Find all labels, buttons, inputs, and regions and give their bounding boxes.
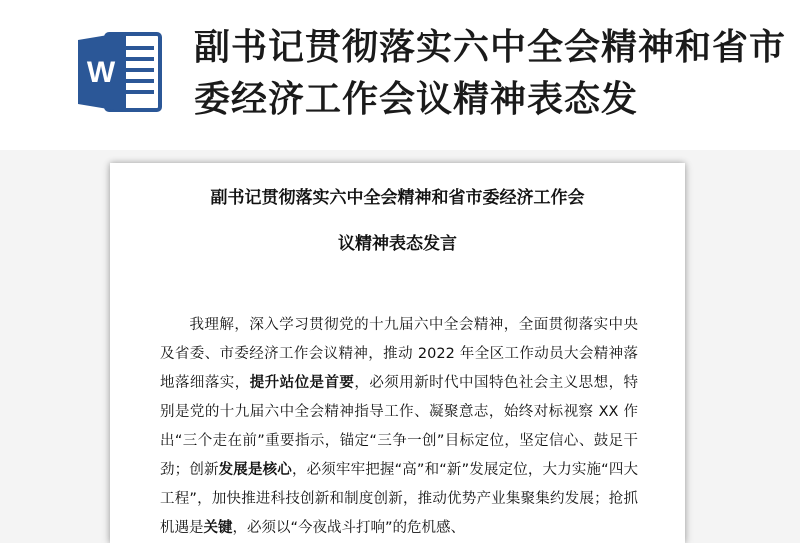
paragraph-text-4: ，必须以“今夜战斗打响”的危机感、 bbox=[232, 520, 466, 536]
document-title bbox=[110, 175, 685, 267]
document-paragraph bbox=[160, 311, 638, 543]
header-banner bbox=[0, 0, 800, 150]
paragraph-bold-1: 提升站位是首要 bbox=[249, 375, 355, 391]
document-title-line-2: 议精神表态发言 bbox=[338, 234, 457, 254]
document-title-line-1: 副书记贯彻落实六中全会精神和省市委经济工作会 bbox=[210, 188, 585, 208]
word-document-icon bbox=[76, 30, 164, 114]
paragraph-text-2: ，必须用新时代中国特色社会主义思想，特别是党的十九届六中全会精神指导工作、凝聚意志，始终对标视察 XX 作出“三个走在前”重要指示，锚定“三争一创”目标定位，坚定信心、鼓足干劲；创新 bbox=[160, 375, 639, 478]
paragraph-text-1: 我理解，深入学习贯彻党的十九届六中全会精神，全面贯彻落实中央及省委、市委经济工作会议精神，推动 2022 年全区工作动员大会精神落地落细落实， bbox=[160, 317, 638, 391]
document-page bbox=[110, 163, 685, 543]
word-icon-letter: W bbox=[86, 56, 116, 89]
page-title: 副书记贯彻落实六中全会精神和省市委经济工作会议精神表态发 bbox=[194, 27, 787, 120]
paragraph-bold-2: 发展是核心 bbox=[218, 462, 292, 478]
paragraph-bold-3: 关键 bbox=[203, 520, 233, 536]
paragraph-text-3: ，必须牢牢把握“高”和“新”发展定位，大力实施“四大工程”，加快推进科技创新和制度创新，推动优势产业集聚集约发展；抢抓机遇是 bbox=[160, 462, 639, 536]
